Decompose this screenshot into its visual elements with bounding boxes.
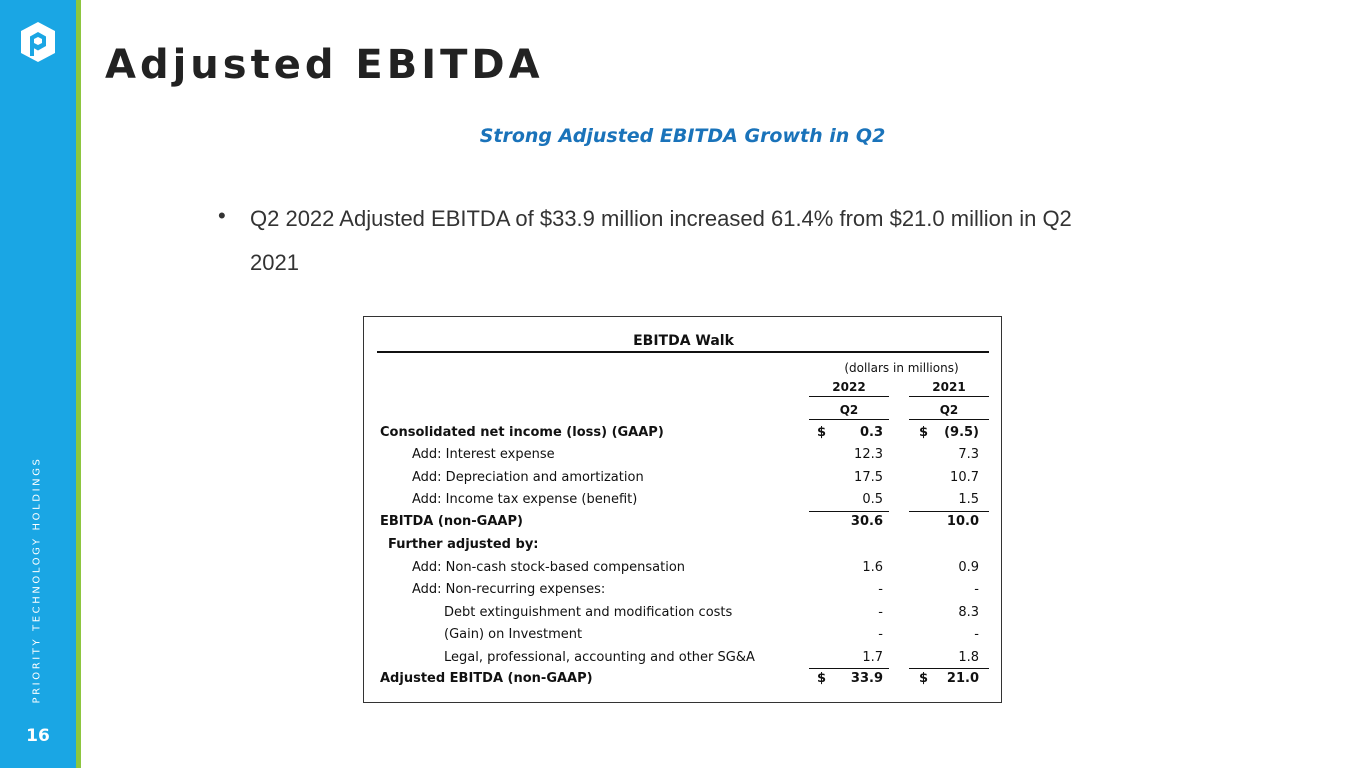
value-2021: 8.3: [958, 605, 979, 620]
total-rule: [809, 668, 889, 669]
table-row: [364, 467, 1003, 489]
value-2022: -: [878, 627, 883, 642]
row-label: Add: Income tax expense (benefit): [412, 492, 638, 507]
table-units: (dollars in millions): [844, 361, 959, 375]
table-row: [364, 624, 1003, 646]
box-logo-icon: [18, 20, 58, 64]
value-2022: 1.6: [862, 560, 883, 575]
row-label: Consolidated net income (loss) (GAAP): [380, 425, 664, 440]
table-row: [364, 534, 1003, 556]
table-row: [364, 444, 1003, 466]
value-2022: 17.5: [854, 470, 883, 485]
value-2021: -: [974, 627, 979, 642]
column-year-2021: 2021: [909, 380, 989, 397]
row-label: Legal, professional, accounting and other SG&A: [444, 650, 755, 665]
value-2022: -: [878, 605, 883, 620]
row-label: Add: Non-cash stock-based compensation: [412, 560, 686, 575]
table-row: [364, 602, 1003, 624]
table-row: [364, 422, 1003, 444]
sidebar-accent-stripe: [76, 0, 81, 768]
row-label: EBITDA (non-GAAP): [380, 514, 523, 529]
bullet-text: Q2 2022 Adjusted EBITDA of $33.9 million increased 61.4% from $21.0 million in Q2 2021: [250, 206, 1072, 275]
bullet-marker: •: [218, 203, 226, 228]
sidebar: [0, 0, 76, 768]
row-label: Further adjusted by:: [388, 537, 539, 552]
row-label: Adjusted EBITDA (non-GAAP): [380, 671, 593, 686]
table-title-rule: [377, 351, 989, 353]
value-2021: 10.7: [950, 470, 979, 485]
row-label: Add: Depreciation and amortization: [412, 470, 644, 485]
dollar-sign: $: [919, 671, 929, 686]
value-2021: -: [974, 582, 979, 597]
row-label: Add: Interest expense: [412, 447, 555, 462]
value-2022: 0.5: [862, 492, 883, 507]
table-row: [364, 668, 1003, 690]
total-rule: [909, 668, 989, 669]
row-label: Debt extinguishment and modification costs: [444, 605, 733, 620]
value-2022: 33.9: [850, 671, 883, 686]
subtotal-rule: [809, 511, 889, 512]
row-label: (Gain) on Investment: [444, 627, 583, 642]
value-2021: 1.5: [958, 492, 979, 507]
column-quarter-2022: Q2: [809, 403, 889, 420]
slide-title: Adjusted EBITDA: [105, 42, 544, 88]
value-2022: -: [878, 582, 883, 597]
dollar-sign: $: [817, 671, 827, 686]
value-2021: 10.0: [946, 514, 979, 529]
value-2022: 1.7: [862, 650, 883, 665]
column-year-2022: 2022: [809, 380, 889, 397]
table-row: [364, 557, 1003, 579]
ebitda-walk-table: [363, 316, 1002, 703]
dollar-sign: $: [817, 425, 827, 440]
value-2022: 30.6: [850, 514, 883, 529]
value-2022: 12.3: [854, 447, 883, 462]
row-label: Add: Non-recurring expenses:: [412, 582, 606, 597]
table-row: [364, 489, 1003, 511]
value-2021: 1.8: [958, 650, 979, 665]
dollar-sign: $: [919, 425, 929, 440]
value-2021: 21.0: [946, 671, 979, 686]
table-row: [364, 511, 1003, 533]
page-number: 16: [26, 726, 50, 746]
value-2021: (9.5): [944, 425, 979, 440]
slide-subtitle: Strong Adjusted EBITDA Growth in Q2: [479, 125, 886, 147]
value-2021: 7.3: [958, 447, 979, 462]
table-row: [364, 647, 1003, 669]
table-title: EBITDA Walk: [633, 333, 734, 349]
subtotal-rule: [909, 511, 989, 512]
company-name-vertical: PRIORITY TECHNOLOGY HOLDINGS: [31, 456, 43, 704]
value-2021: 0.9: [958, 560, 979, 575]
table-row: [364, 579, 1003, 601]
column-quarter-2021: Q2: [909, 403, 989, 420]
value-2022: 0.3: [859, 425, 883, 440]
